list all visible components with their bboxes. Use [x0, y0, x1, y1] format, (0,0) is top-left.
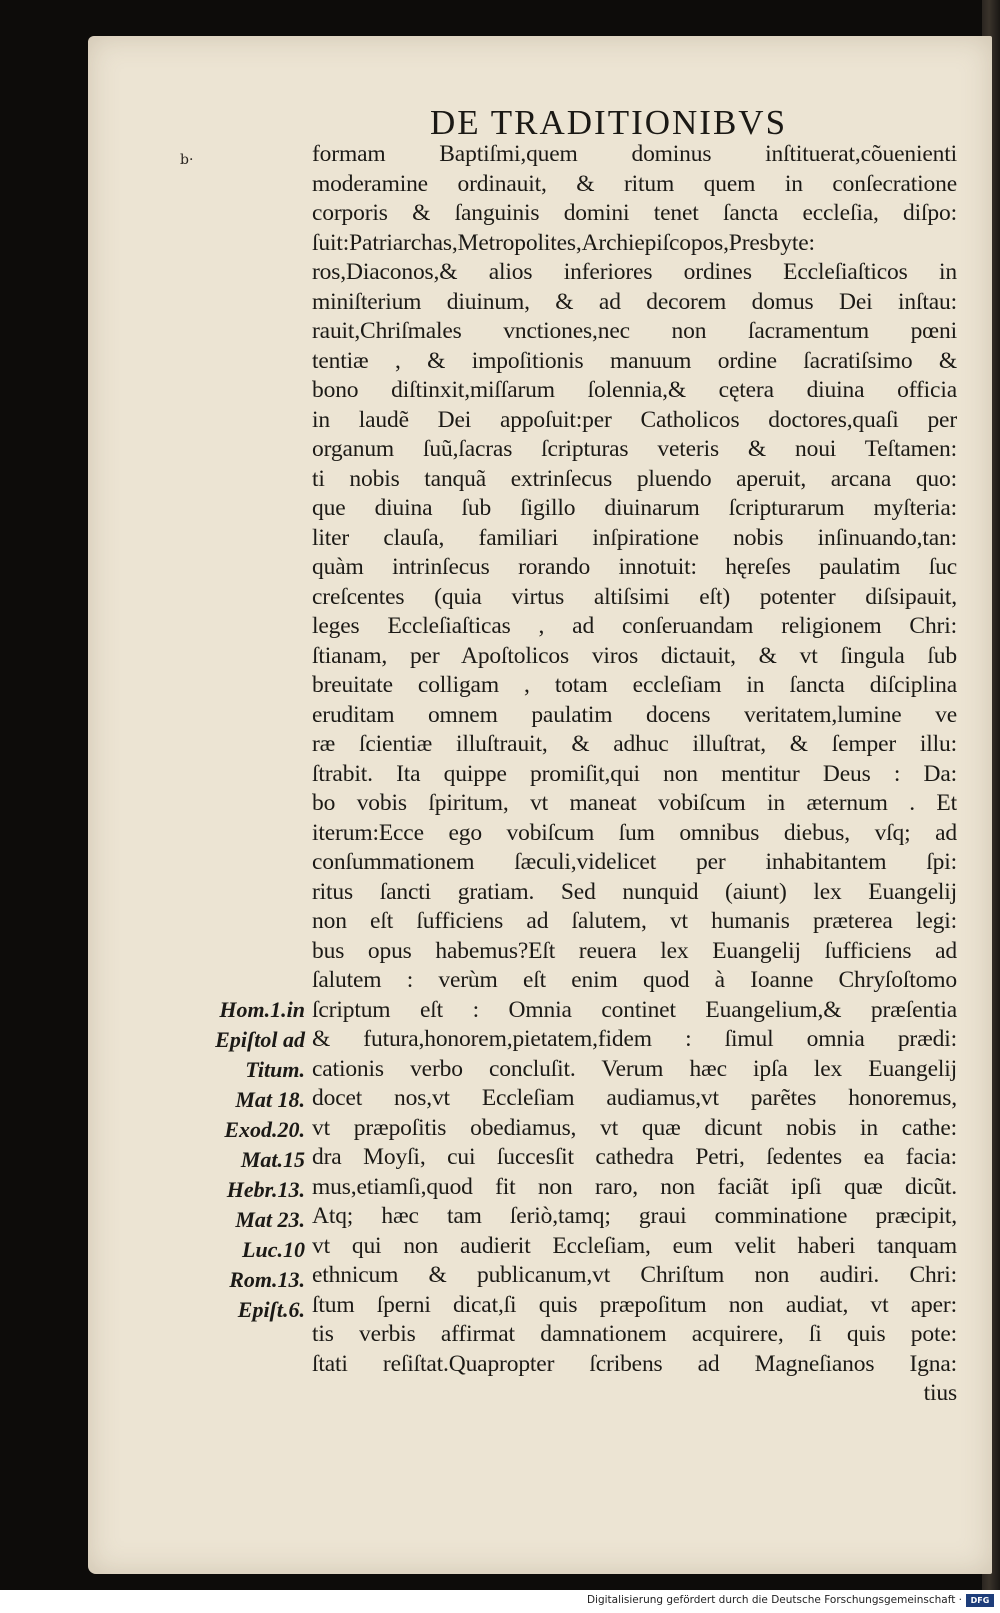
text-line: breuitate colligam , totam eccleſiam in ſancta diſciplina: [312, 672, 957, 698]
text-line: ſtati reſiſtat.Quapropter ſcribens ad Magneſianos Igna:: [312, 1350, 957, 1377]
text-line: Atq; hæc tam ſeriò,tamq; graui comminatione præcipit,: [312, 1203, 957, 1229]
catchword: tius: [923, 1380, 957, 1406]
text-line: ſtum ſperni dicat,ſi quis præpoſitum non audiat, vt aper:: [312, 1291, 957, 1318]
text-line: rauit,Chriſmales vnctiones,nec non ſacramentum pœni: [312, 318, 957, 344]
text-line: docet nos,vt Eccleſiam audiamus,vt parẽtes honoremus,: [312, 1085, 957, 1111]
marginal-note: Rom.13.: [229, 1267, 305, 1292]
text-line: quàm intrinſecus rorando innotuit: hęreſes paulatim ſuc: [312, 554, 957, 580]
text-line: moderamine ordinauit, & ritum quem in conſecratione: [312, 170, 957, 197]
footer-bar: [0, 1590, 1000, 1613]
text-line: ti nobis tanquã extrinſecus pluendo aperuit, arcana quo:: [312, 465, 957, 492]
text-line: vt præpoſitis obediamus, vt quæ dicunt nobis in cathe:: [312, 1114, 957, 1141]
text-line: bus opus habemus?Eſt reuera lex Euangelij ſufficiens ad: [312, 937, 957, 964]
text-line: bo vobis ſpiritum, vt maneat vobiſcum in æternum . Et: [312, 790, 957, 816]
text-line: organum ſuũ,ſacras ſcripturas veteris & noui Teſtamen:: [312, 436, 957, 462]
text-line: leges Eccleſiaſticas , ad conſeruandam religionem Chri:: [312, 613, 957, 639]
marginal-notes: [180, 995, 305, 1325]
text-line: ſtianam, per Apoſtolicos viros dictauit, & vt ſingula ſub: [312, 642, 957, 669]
marginal-note: Luc.10: [242, 1237, 305, 1262]
body-text: [312, 140, 957, 1409]
marginal-note: Mat 18.: [235, 1087, 305, 1112]
text-line: dra Moyſi, cui ſuccesſit cathedra Petri, ſedentes ea facia:: [312, 1144, 957, 1170]
text-line: miniſterium diuinum, & ad decorem domus Dei inſtau:: [312, 288, 957, 315]
text-line: liter clauſa, familiari inſpiratione nobis inſinuando,tan:: [312, 524, 957, 551]
marginal-note: Titum.: [245, 1057, 305, 1082]
text-line: que diuina ſub ſigillo diuinarum ſcripturarum myſteria:: [312, 495, 957, 521]
text-line: ſalutem : verùm eſt enim quod à Ioanne Chryſoſtomo: [312, 967, 957, 993]
text-line: mus,etiamſi,quod fit non raro, non faciãt ipſi quæ dicũt.: [312, 1173, 957, 1200]
marginal-note: Epiſtol ad: [215, 1027, 305, 1052]
marginal-note: Exod.20.: [224, 1117, 305, 1142]
text-line: conſummationem ſæculi,videlicet per inhabitantem ſpi:: [312, 849, 957, 875]
marginal-note: Mat 23.: [235, 1207, 305, 1232]
text-line: tis verbis affirmat damnationem acquirere, ſi quis pote:: [312, 1321, 957, 1347]
text-line: tentiæ , & impoſitionis manuum ordine ſacratiſsimo &: [312, 347, 957, 374]
marginal-note: Hebr.13.: [226, 1177, 305, 1202]
text-line: non eſt ſufficiens ad ſalutem, vt humanis præterea legi:: [312, 908, 957, 934]
text-line: ros,Diaconos,& alios inferiores ordines Eccleſiaſticos in: [312, 259, 957, 285]
text-line: eruditam omnem paulatim docens veritatem,lumine ve: [312, 701, 957, 728]
marginal-note: Hom.1.in: [219, 997, 305, 1022]
running-head: DE TRADITIONIBVS: [430, 103, 788, 142]
text-line: ethnicum & publicanum,vt Chriſtum non audiri. Chri:: [312, 1262, 957, 1288]
text-line: formam Baptiſmi,quem dominus inſtituerat,cõuenienti: [312, 141, 957, 167]
text-line: ſtrabit. Ita quippe promiſit,qui non mentitur Deus : Da:: [312, 760, 957, 787]
dfg-logo-icon: DFG: [966, 1594, 994, 1607]
footer-credit: Digitalisierung gefördert durch die Deutsche Forschungsgemeinschaft ·: [586, 1594, 962, 1606]
text-line: ſcriptum eſt : Omnia continet Euangelium,& præſentia: [312, 996, 957, 1023]
text-line: cationis verbo concluſit. Verum hæc ipſa lex Euangelij: [312, 1055, 957, 1082]
text-line: ſuit:Patriarchas,Metropolites,Archiepiſcopos,Presbyte:: [312, 229, 815, 256]
text-line: ritus ſancti gratiam. Sed nunquid (aiunt) lex Euangelij: [312, 878, 957, 905]
text-line: creſcentes (quia virtus altiſsimi eſt) potenter diſsipauit,: [312, 583, 957, 610]
text-line: iterum:Ecce ego vobiſcum ſum omnibus diebus, vſq; ad: [312, 819, 957, 846]
marginal-note: Epiſt.6.: [237, 1297, 305, 1322]
text-line: bono diſtinxit,miſſarum ſolennia,& cętera diuina officia: [312, 377, 957, 403]
text-line: in laudẽ Dei appoſuit:per Catholicos doctores,quaſi per: [312, 406, 957, 433]
text-line: & futura,honorem,pietatem,fidem : ſimul omnia prædi:: [312, 1026, 957, 1052]
page-mark: b·: [180, 152, 194, 168]
text-line: ræ ſcientiæ illuſtrauit, & adhuc illuſtrat, & ſemper illu:: [312, 731, 957, 757]
marginal-note: Mat.15: [240, 1147, 305, 1172]
text-line: corporis & ſanguinis domini tenet ſancta eccleſia, diſpo:: [312, 200, 957, 226]
text-line: vt qui non audierit Eccleſiam, eum velit haberi tanquam: [312, 1232, 957, 1259]
